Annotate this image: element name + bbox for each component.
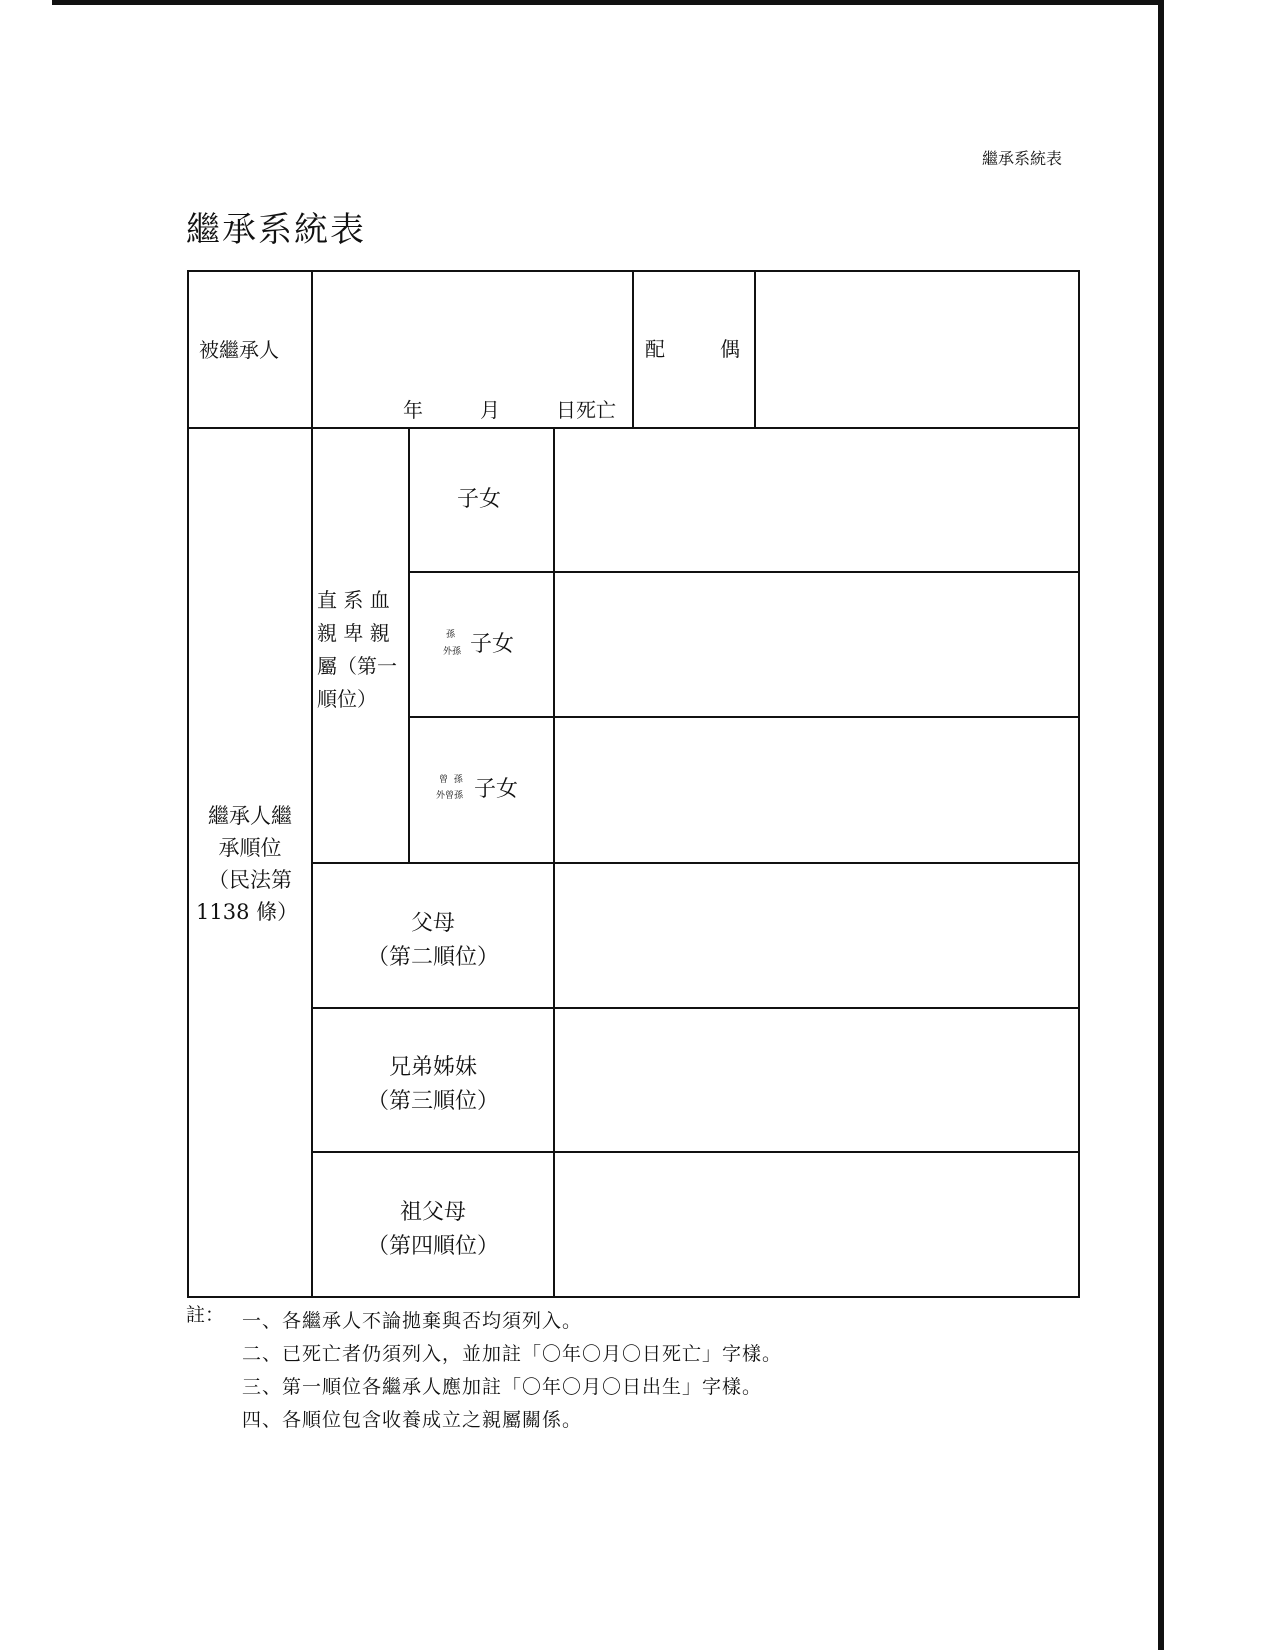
spouse-field[interactable] bbox=[757, 273, 1077, 426]
heirs-label-line: （民法第 bbox=[208, 868, 292, 892]
note-line: 三、第一順位各繼承人應加註「〇年〇月〇日出生」字樣。 bbox=[242, 1376, 763, 1398]
note-line: 二、已死亡者仍須列入，並加註「〇年〇月〇日死亡」字樣。 bbox=[242, 1343, 783, 1365]
death-date-month-label: 月 bbox=[480, 398, 500, 422]
grandparents-label-line2: （第四順位） bbox=[366, 1234, 499, 1259]
table-line-parents-bottom bbox=[311, 1007, 1080, 1009]
table-line-spouse-left bbox=[632, 270, 634, 428]
table-line-grandchildren-bottom bbox=[408, 716, 1080, 718]
table-border-right bbox=[1078, 270, 1080, 1298]
children-field[interactable] bbox=[556, 430, 1077, 570]
parents-label-line2: （第二順位） bbox=[366, 945, 499, 970]
notes-list bbox=[242, 1305, 782, 1437]
notes-prefix: 註： bbox=[186, 1304, 225, 1326]
decedent-label: 被繼承人 bbox=[199, 338, 279, 362]
siblings-label-line2: （第三順位） bbox=[366, 1089, 499, 1114]
first-order-label-line: 順位） bbox=[317, 687, 377, 711]
table-line-entry-column bbox=[553, 427, 555, 1298]
spouse-label-part1: 配 bbox=[645, 337, 665, 361]
great-grandchildren-field[interactable] bbox=[556, 719, 1077, 861]
great-grandchildren-label: 子女 bbox=[474, 777, 519, 802]
heirs-order-label bbox=[196, 800, 304, 928]
scan-right-edge bbox=[1158, 0, 1164, 1650]
first-order-label-line: 直 系 血 bbox=[317, 588, 390, 612]
heirs-label-line: 1138 條） bbox=[196, 900, 299, 924]
table-line-children-bottom bbox=[408, 571, 1080, 573]
note-line: 四、各順位包含收養成立之親屬關係。 bbox=[242, 1409, 583, 1431]
first-order-label bbox=[317, 584, 409, 716]
death-date-day-label: 日死亡 bbox=[556, 398, 616, 422]
grandparents-label bbox=[313, 1196, 553, 1264]
grandparents-field[interactable] bbox=[556, 1154, 1077, 1295]
heirs-label-line: 承順位 bbox=[218, 836, 282, 860]
table-line-first-order-bottom bbox=[311, 862, 1080, 864]
grandparents-label-line1: 祖父母 bbox=[399, 1200, 466, 1225]
corner-label: 繼承系統表 bbox=[982, 149, 1063, 168]
siblings-field[interactable] bbox=[556, 1010, 1077, 1150]
great-grandchildren-prefix-top: 曾 孫 bbox=[439, 775, 463, 785]
first-order-label-line: 親 卑 親 bbox=[317, 621, 390, 645]
grandchildren-field[interactable] bbox=[556, 574, 1077, 715]
table-border-left bbox=[187, 270, 189, 1298]
scan-top-edge bbox=[52, 0, 1162, 5]
grandchildren-label: 子女 bbox=[470, 632, 515, 657]
parents-label-line1: 父母 bbox=[410, 911, 455, 936]
parents-label bbox=[313, 907, 553, 975]
grandchildren-prefix-bottom: 外孫 bbox=[443, 647, 462, 657]
grandchildren-prefix-top: 孫 bbox=[446, 630, 456, 640]
heirs-label-line: 繼承人繼 bbox=[208, 804, 292, 828]
spouse-label-part2: 偶 bbox=[720, 337, 740, 361]
parents-field[interactable] bbox=[556, 865, 1077, 1006]
great-grandchildren-prefix-bottom: 外曾孫 bbox=[436, 791, 464, 801]
table-line-siblings-bottom bbox=[311, 1151, 1080, 1153]
siblings-label-line1: 兄弟姊妹 bbox=[388, 1055, 477, 1080]
table-border-bottom bbox=[187, 1296, 1080, 1298]
first-order-label-line: 屬（第一 bbox=[317, 654, 397, 678]
siblings-label bbox=[313, 1051, 553, 1119]
decedent-name-field[interactable] bbox=[314, 273, 630, 393]
note-line: 一、各繼承人不論拋棄與否均須列入。 bbox=[242, 1310, 583, 1332]
table-line-spouse-right bbox=[754, 270, 756, 428]
children-label: 子女 bbox=[457, 487, 502, 512]
death-date-year-label: 年 bbox=[403, 398, 423, 422]
table-line-label-column bbox=[311, 270, 313, 1298]
page-title: 繼承系統表 bbox=[186, 210, 366, 250]
